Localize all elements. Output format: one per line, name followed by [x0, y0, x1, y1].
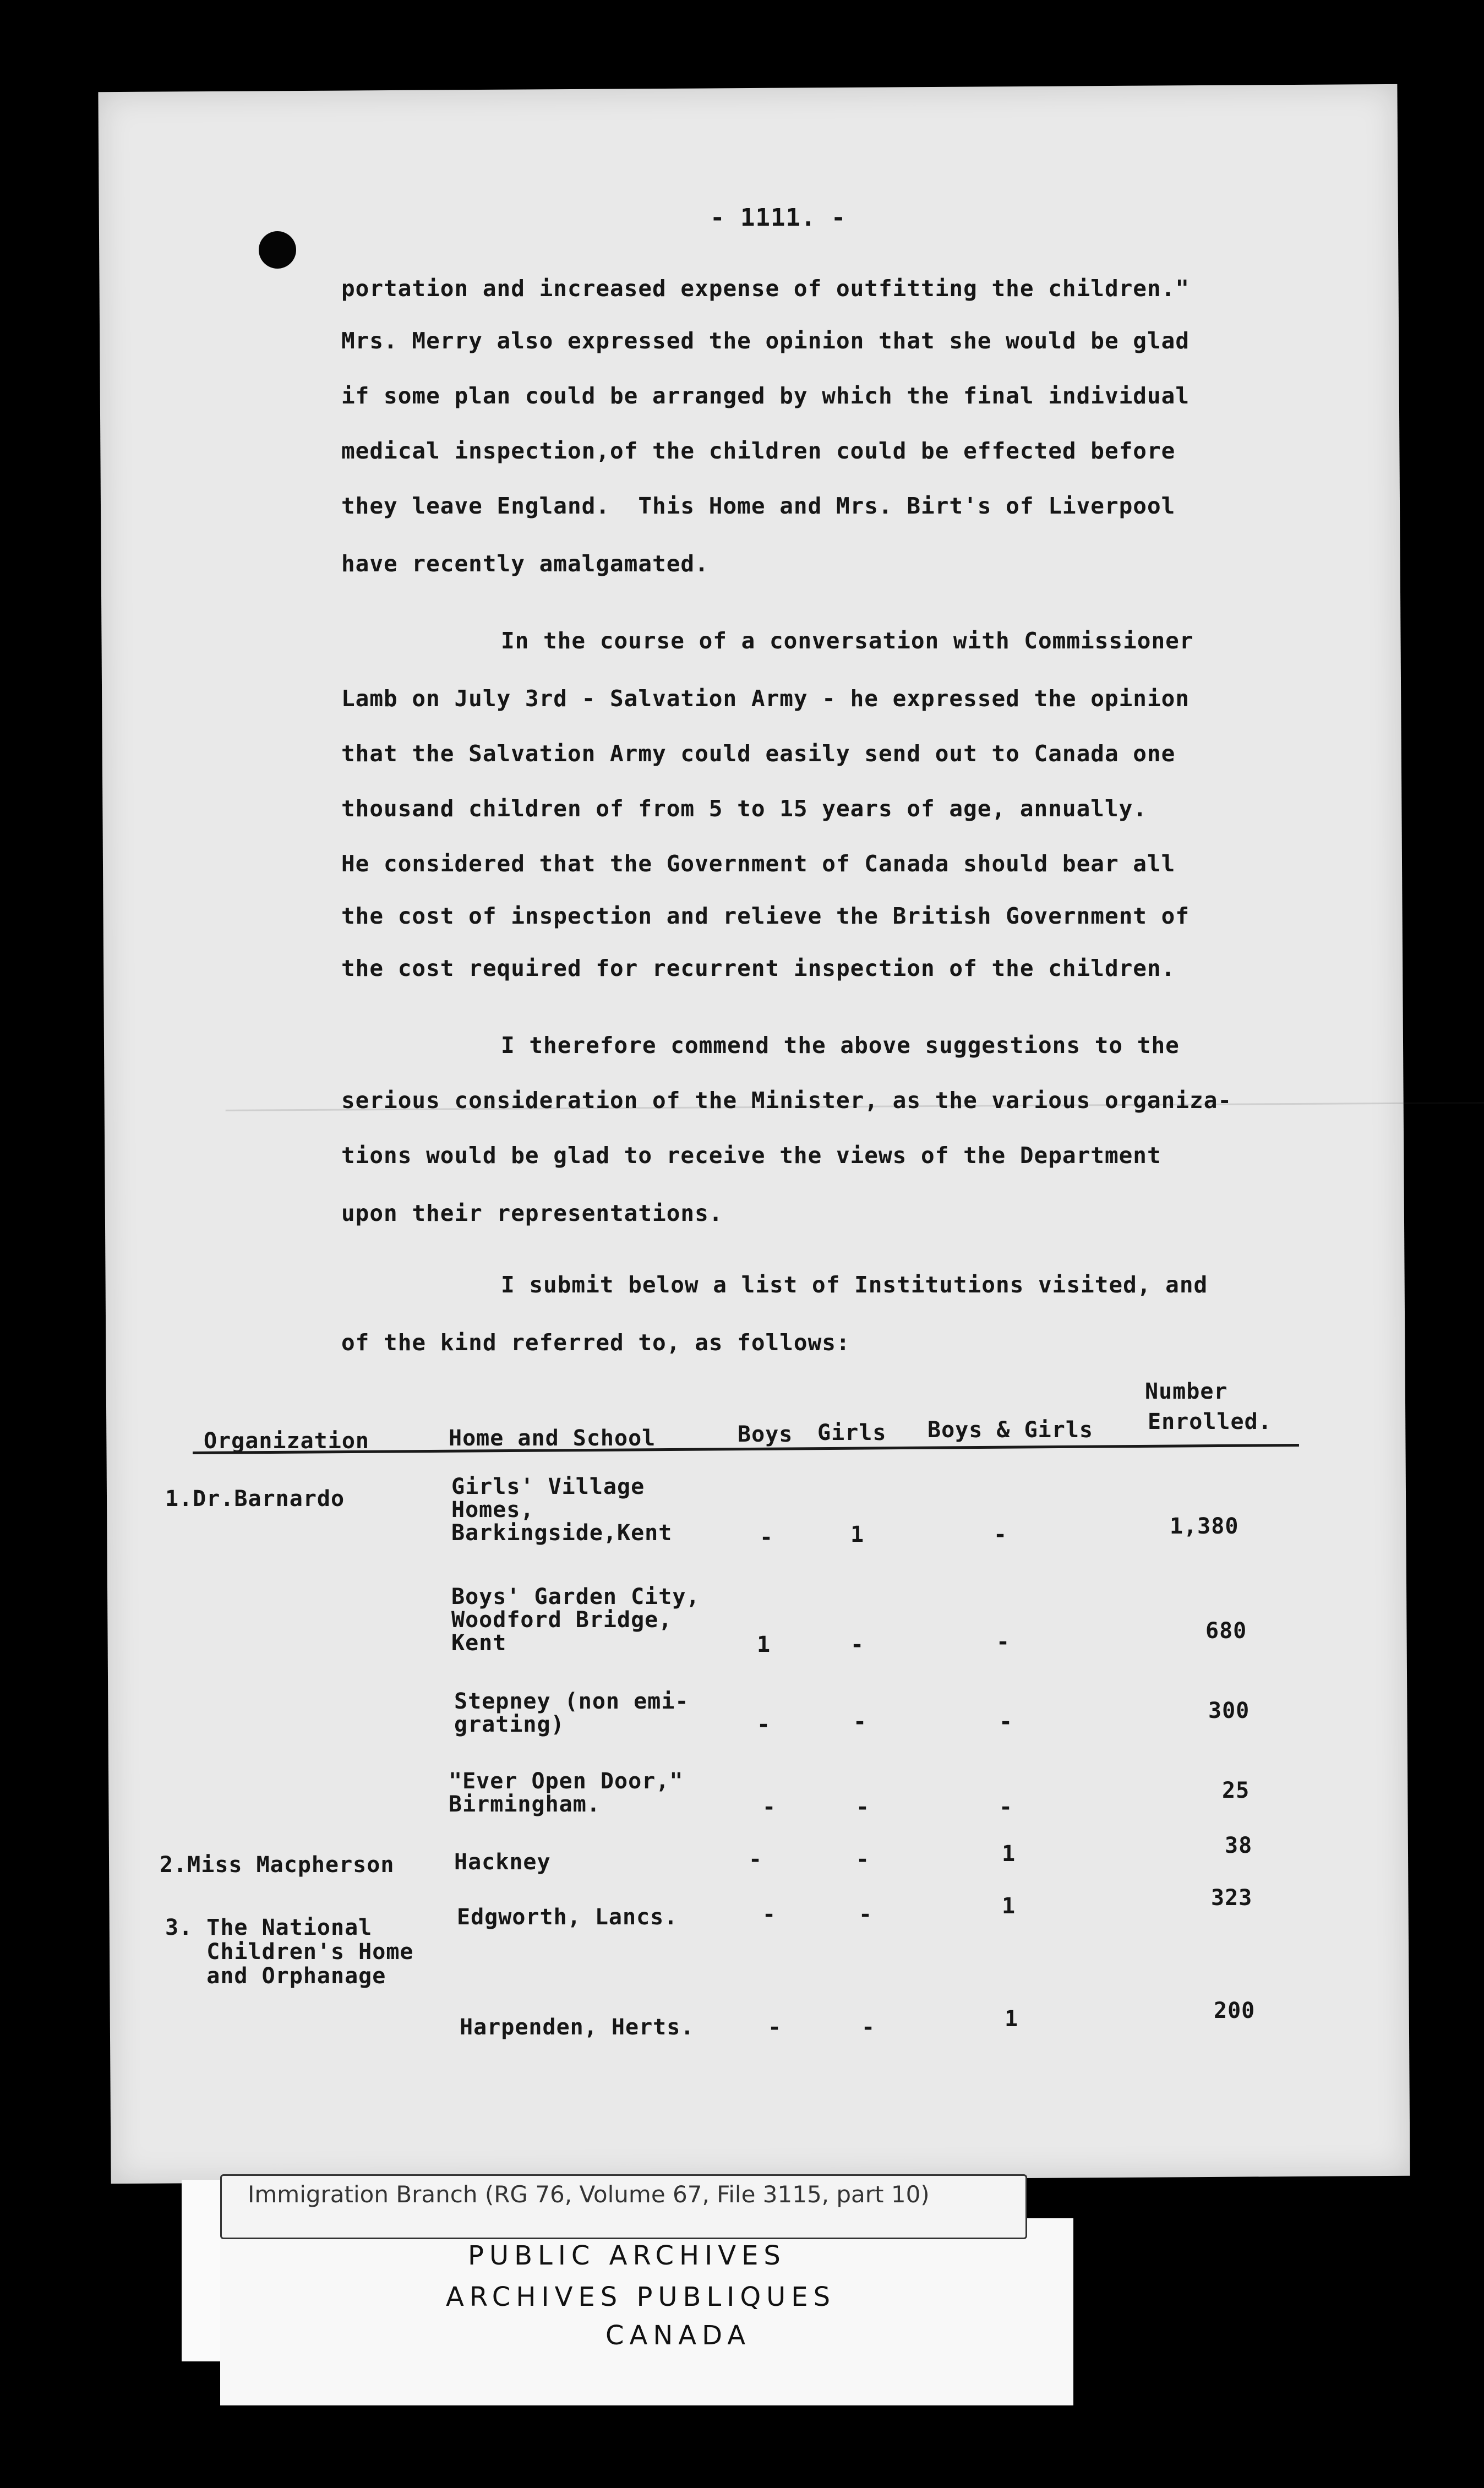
table-cell-enrolled: 200 [1214, 1998, 1256, 2023]
para2-line: that the Salvation Army could easily send out to Canada one [341, 740, 1176, 767]
table-cell-home: Hackney [454, 1849, 551, 1875]
header-organization: Organization [204, 1428, 369, 1454]
archive-clip [182, 2180, 226, 2361]
table-cell-enrolled: 300 [1208, 1698, 1250, 1723]
table-cell-girls: - [856, 1794, 870, 1820]
para3-line: tions would be glad to receive the views of the Department [341, 1142, 1161, 1169]
table-cell-boys-girls: 1 [1002, 1841, 1016, 1867]
table-cell-girls: - [850, 1632, 865, 1657]
para3-line: upon their representations. [341, 1200, 723, 1226]
archive-caption: Immigration Branch (RG 76, Volume 67, File 3115, part 10) [248, 2181, 930, 2208]
table-cell-enrolled: 680 [1205, 1618, 1247, 1644]
para2-line: the cost of inspection and relieve the British Government of [341, 903, 1190, 929]
table-cell-org: 1.Dr.Barnardo [165, 1486, 345, 1512]
table-cell-org: 3. The National Children's Home and Orphanage [165, 1915, 414, 1989]
para2-line: In the course of a conversation with Commissioner [501, 628, 1194, 654]
header-girls: Girls [817, 1420, 887, 1445]
para2-line: thousand children of from 5 to 15 years of age, annually. [341, 795, 1147, 822]
table-cell-girls: 1 [850, 1522, 865, 1547]
table-cell-enrolled: 38 [1225, 1833, 1253, 1858]
para1-line: they leave England. This Home and Mrs. Birt's of Liverpool [341, 493, 1176, 519]
table-cell-boys: - [768, 2015, 782, 2040]
table-cell-boys: - [762, 1902, 777, 1927]
para1-line: portation and increased expense of outfitting the children." [341, 275, 1190, 302]
table-cell-home: Boys' Garden City, Woodford Bridge, Kent [451, 1584, 700, 1656]
header-boys-girls: Boys & Girls [927, 1417, 1093, 1443]
para4-line: of the kind referred to, as follows: [341, 1329, 850, 1356]
table-cell-boys-girls: - [994, 1522, 1008, 1547]
para1-line: medical inspection,of the children could be effected before [341, 438, 1176, 464]
table-cell-girls: - [861, 2015, 876, 2040]
para1-line: have recently amalgamated. [341, 550, 709, 577]
para2-line: the cost required for recurrent inspection of the children. [341, 955, 1176, 981]
para4-line: I submit below a list of Institutions visited, and [501, 1272, 1208, 1298]
header-home-school: Home and School [449, 1426, 656, 1451]
table-cell-home: Girls' Village Homes, Barkingside,Kent [451, 1474, 673, 1546]
table-cell-boys: - [749, 1847, 763, 1872]
table-cell-boys-girls: - [999, 1709, 1013, 1734]
header-boys: Boys [738, 1422, 793, 1447]
table-cell-girls: - [859, 1902, 873, 1927]
table-cell-girls: - [856, 1847, 870, 1872]
table-cell-boys-girls: - [999, 1794, 1013, 1820]
table-cell-boys-girls: - [996, 1629, 1011, 1655]
para1-line: Mrs. Merry also expressed the opinion that she would be glad [341, 328, 1190, 354]
para2-line: He considered that the Government of Canada should bear all [341, 850, 1176, 877]
table-cell-boys: - [757, 1712, 771, 1737]
archive-stamp-line: PUBLIC ARCHIVES [468, 2240, 786, 2271]
para2-line: Lamb on July 3rd - Salvation Army - he expressed the opinion [341, 685, 1190, 712]
para3-line: I therefore commend the above suggestions to the [501, 1032, 1180, 1059]
table-cell-home: "Ever Open Door," Birmingham. [449, 1769, 684, 1817]
para3-line: serious consideration of the Minister, as the various organiza- [341, 1087, 1232, 1114]
archive-stamp-line: CANADA [605, 2320, 751, 2351]
table-cell-org: 2.Miss Macpherson [160, 1852, 395, 1878]
table-cell-home: Harpenden, Herts. [460, 2015, 695, 2040]
table-cell-girls: - [853, 1709, 868, 1734]
table-cell-home: Edgworth, Lancs. [457, 1905, 678, 1930]
page-number: - 1111. - [710, 204, 847, 232]
table-cell-enrolled: 323 [1211, 1885, 1253, 1911]
header-enrolled: Enrolled. [1148, 1409, 1272, 1434]
table-cell-boys: 1 [757, 1632, 771, 1657]
para1-line: if some plan could be arranged by which the final individual [341, 383, 1190, 409]
table-cell-boys-girls: 1 [1002, 1894, 1016, 1919]
table-cell-home: Stepney (non emi- grating) [454, 1689, 689, 1737]
table-cell-boys: - [760, 1525, 774, 1550]
table-cell-enrolled: 25 [1222, 1778, 1250, 1803]
table-cell-boys: - [762, 1794, 777, 1820]
header-number: Number [1145, 1379, 1228, 1404]
archive-stamp-line: ARCHIVES PUBLIQUES [446, 2282, 836, 2312]
table-cell-enrolled: 1,380 [1170, 1514, 1239, 1539]
punch-hole [259, 231, 296, 269]
table-cell-boys-girls: 1 [1005, 2006, 1019, 2032]
